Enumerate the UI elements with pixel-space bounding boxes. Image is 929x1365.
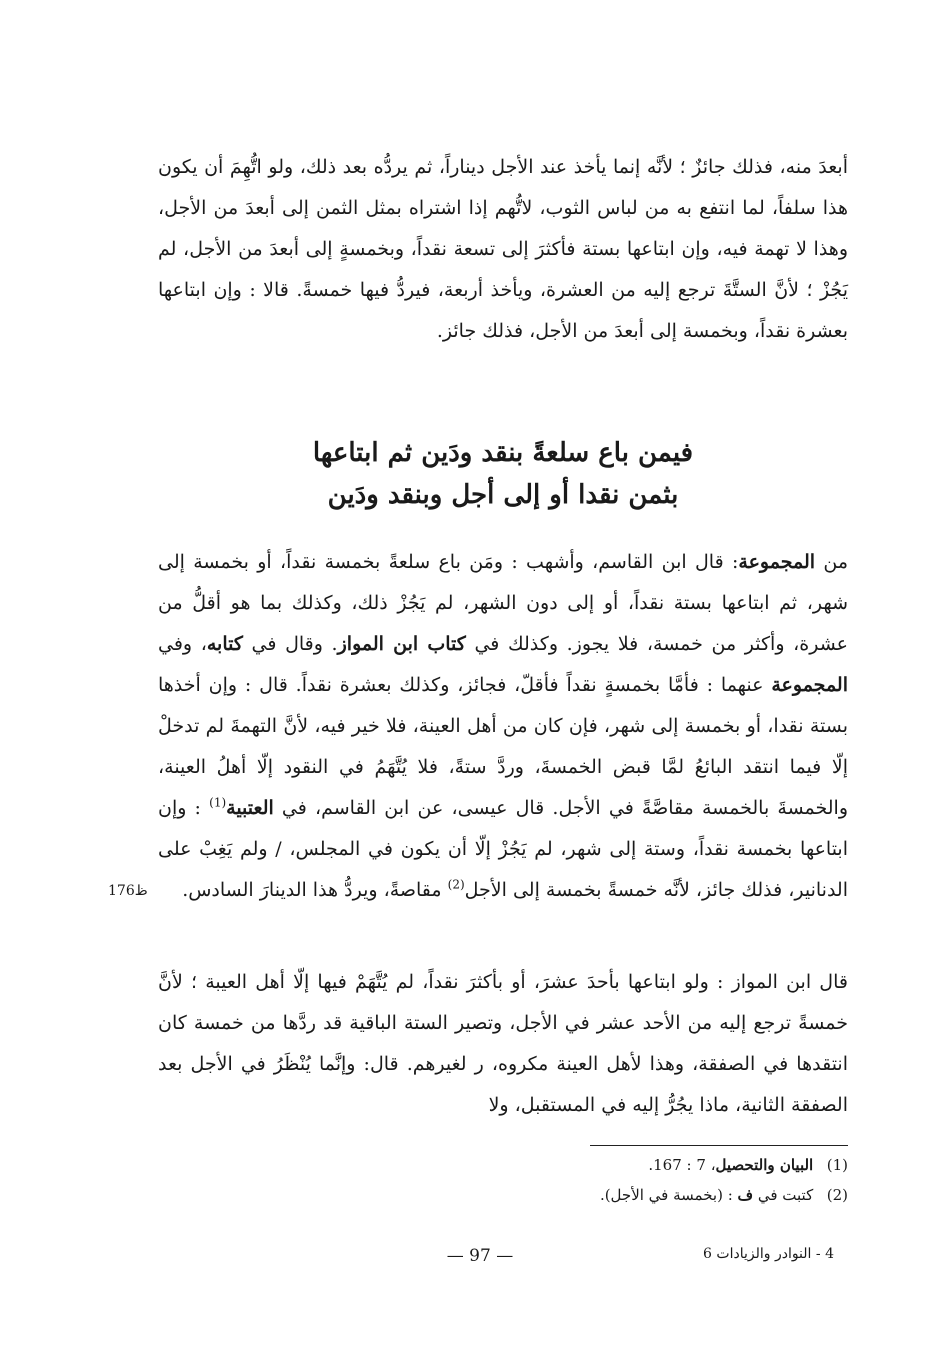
p2-bold-kitab-ibn-mawaz: كتاب ابن المواز — [337, 633, 466, 655]
p2-text-a: من — [815, 551, 848, 573]
footnote-separator — [590, 1145, 848, 1146]
p2-text-i: عنهما : فأمَّا بخمسةٍ نقداً فأقلّ، فجائز، وكذلك بعشرة نقداً. قال : وإن أخذها بستة نقدا، أو بخمسة إلى شهر، فإن كان من أهل العينة، فلا خير فيه، لأنَّ التهمةَ لم تدخلْ إلّا فيما انتقد البائعُ لمَّا قبض الخمسةَ، وردَّ ستةً، فلا يُتَّهَمُ في النقود إلّا أهلُ العينة، والخمسةَ بالخمسة مقاصَّةً في الأجل. قال عيسى، عن ابن القاسم، في — [158, 674, 849, 819]
footnote-2-number: (2) — [826, 1186, 848, 1204]
heading-line-1: فيمن باع سلعةً بنقد ودَين ثم ابتاعها — [312, 438, 694, 468]
paragraph-3: قال ابن المواز : ولو ابتاعها بأحدَ عشرَ، أو بأكثرَ نقداً، لم يُتَّهَمْ فيها إلّا أهل العيبة ؛ لأنَّ خمسةً ترجع إليه من الأحد عشر في الأجل، وتصير الستة الباقية قد ردَّها من خمسة كان انتقدها في الصفقة، وهذا لأهل العينة مكروه، ر لغيرهم. قال: وإنَّما يُنْظَرُ في الأجل بعد الصفقة الثانية، ماذا يجُرُّ إليه في المستقبل، ولا — [158, 971, 848, 1116]
footnote-1-source: البيان والتحصيل — [715, 1156, 814, 1174]
p2-text-n: مقاصةً، ويردُّ هذا الدينارَ السادس. — [182, 879, 448, 901]
p2-text-e: . وقال في — [242, 633, 338, 655]
p2-text-l: : وإن ابتاعها بخمسة نقداً، وستة إلى شهر، لم يَجُزْ إلّا أن يكون في المجلس، / ولم يَغِبْ على الدنانير، فذلك جائز، لأنَّه خمسةً بخمسة إلى الأجل — [158, 797, 848, 901]
page-number: — 97 — — [446, 1246, 514, 1266]
p2-text-c: : قال ابن القاسم، وأشهب : ومَن باع سلعةً بخمسة نقداً، أو بخمسة إلى شهر، ثم ابتاعها بستة نقداً، أو إلى دون الشهر، لم يَجُزْ ذلك، وكذلك بما هو أقلُّ من عشرة، وأكثر من خمسة، فلا يجوز. وكذلك في — [158, 551, 848, 655]
footnote-ref-1: (1) — [209, 795, 227, 810]
p2-bold-utbiyya: العتبية — [226, 797, 274, 819]
p2-bold-majmua: المجموعة — [738, 551, 816, 573]
footnote-2-manuscript: ف — [737, 1186, 754, 1204]
paragraph-2 — [158, 542, 848, 911]
heading-line-2: بثمن نقدا أو إلى أجل وبنقد ودَين — [327, 480, 679, 510]
footnotes — [158, 1150, 848, 1210]
paragraph-1: أبعدَ منه، فذلك جائزٌ ؛ لأنَّه إنما يأخذ عند الأجل ديناراً، ثم يردُّه بعد ذلك، ولو اتُّهِمَ أن يكون هذا سلفاً، لما انتفع به من لباس الثوب، لاتُّهم إذا اشتراه بمثل الثمن إلى أبعدَ من الأجل، وهذا لا تهمة فيه، وإن ابتاعها بستة فأكثرَ إلى تسعة نقداً، وبخمسةٍ إلى أبعدَ من الأجل، لم يَجُزْ ؛ لأنَّ الستَّةَ ترجع إليه من العشرة، ويأخذ أربعة، فيردُّ فيها خمسةً. قالا : وإن ابتاعها بعشرة نقداً، وبخمسة إلى أبعدَ من الأجل، فذلك جائز. — [158, 156, 848, 342]
margin-folio-note: 176ظ — [108, 883, 148, 899]
footnote-1 — [158, 1150, 848, 1180]
p2-text-g: ، وفي — [158, 633, 207, 655]
section-heading — [158, 432, 848, 516]
footnote-1-number: (1) — [826, 1156, 848, 1174]
footnote-2-text-a: كتبت في — [753, 1186, 814, 1204]
footnote-2-text-b: : (بخمسة في الأجل). — [599, 1186, 738, 1204]
p2-bold-majmua-2: المجموعة — [771, 674, 848, 696]
signature-mark: 4 - النوادر والزيادات 6 — [703, 1246, 834, 1262]
footnote-ref-2: (2) — [447, 877, 465, 892]
p2-bold-kitabihi: كتابه — [206, 633, 243, 655]
footnote-1-text: ، 7 : 167. — [648, 1156, 716, 1174]
footnote-2 — [158, 1180, 848, 1210]
